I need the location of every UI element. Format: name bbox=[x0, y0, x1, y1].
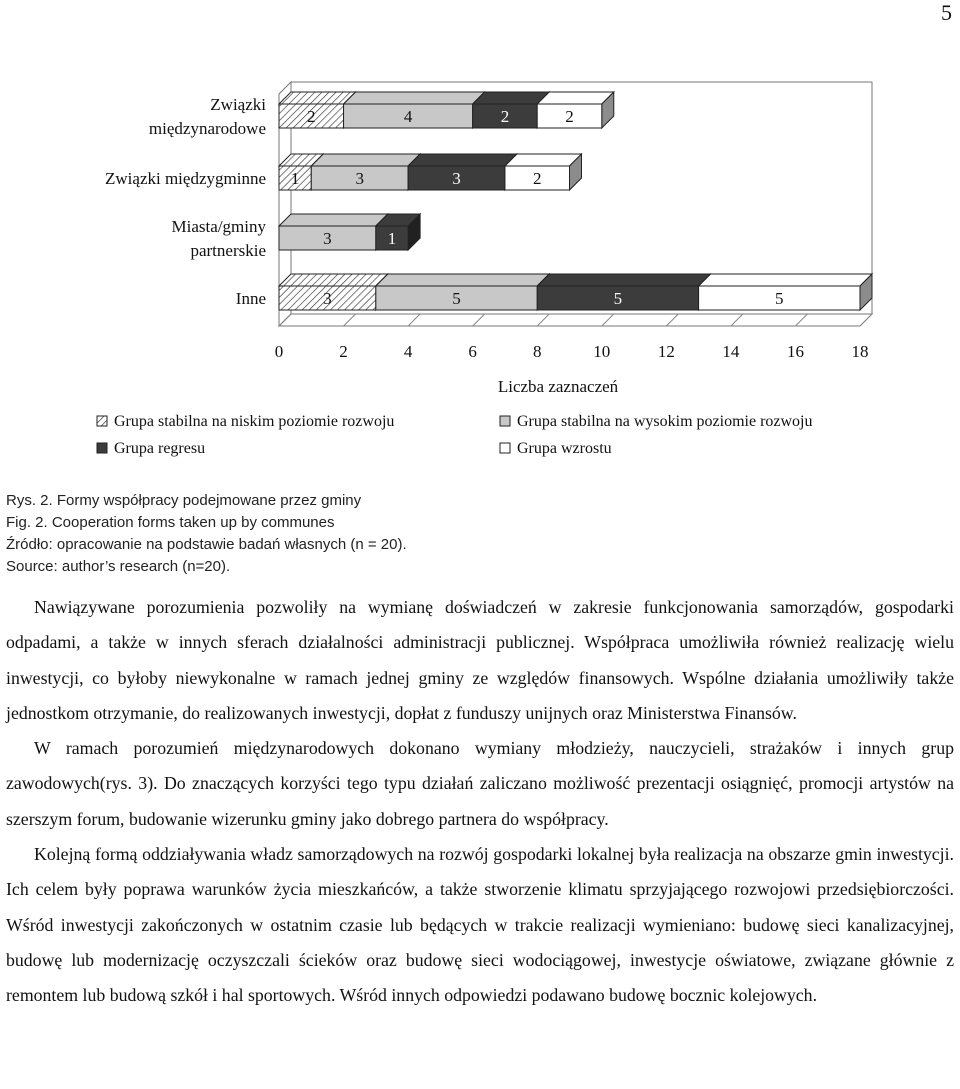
data-label: 5 bbox=[613, 289, 623, 308]
x-gridline-floor bbox=[731, 314, 743, 326]
x-tick-label: 4 bbox=[403, 342, 413, 361]
bar-segment-top bbox=[311, 154, 420, 166]
category-label: Miasta/gminy bbox=[171, 217, 266, 236]
bar-segment-top bbox=[376, 274, 549, 286]
body-text bbox=[6, 590, 954, 1014]
x-gridline-floor bbox=[666, 314, 678, 326]
x-gridline-floor bbox=[537, 314, 549, 326]
legend-label: Grupa stabilna na wysokim poziomie rozwoju bbox=[517, 413, 813, 430]
x-gridline-floor bbox=[344, 314, 356, 326]
data-label: 5 bbox=[452, 289, 461, 308]
caption-figure-pl: Rys. 2. Formy współpracy podejmowane przez gminy bbox=[6, 492, 362, 509]
x-tick-label: 8 bbox=[532, 342, 542, 361]
bar-segment-top bbox=[505, 154, 582, 166]
x-tick-label: 6 bbox=[468, 342, 477, 361]
x-tick-label: 18 bbox=[851, 342, 869, 361]
chart-legend bbox=[97, 413, 813, 457]
data-label: 1 bbox=[290, 169, 300, 188]
x-tick-label: 16 bbox=[786, 342, 804, 361]
paragraph: W ramach porozumień międzynarodowych dokonano wymiany młodzieży, nauczycieli, strażaków i innych grup zawodowych(rys. 3). Do znaczących korzyści tego typu działań zaliczano możliwość prezentacji osiągnięć, promocji artystów na szerszym forum, budowanie wizerunku gminy jako dobrego partnera do współpracy. bbox=[6, 738, 954, 829]
chart-floor bbox=[279, 314, 872, 326]
bar-segment-top bbox=[473, 92, 550, 104]
chart-tick-labels bbox=[275, 342, 869, 361]
data-label: 3 bbox=[355, 169, 364, 188]
legend-label: Grupa wzrostu bbox=[517, 440, 612, 457]
paragraph: Kolejną formą oddziaływania władz samorządowych na rozwój gospodarki lokalnej była realizacja na obszarze gmin inwestycji. Ich celem były poprawa warunków życia mieszkańców, a także stworzenie klimatu sprzyjającego rozwojowi przedsiębiorczości. Wśród inwestycji zakończonych w ostatnim czasie lub będących w trakcie realizacji wymieniano: budowę sieci kanalizacyjnej, budowę lub modernizację oczyszczali ścieków oraz budowę sieci wodociągowej, inwestycje oświatowe, związane głównie z remontem lub budową szkół i hal sportowych. Wśród innych odpowiedzi podawano budowę bocznic kolejowych. bbox=[6, 844, 954, 1006]
x-gridline-floor bbox=[602, 314, 614, 326]
bar-segment-top bbox=[537, 92, 614, 104]
legend-swatch bbox=[97, 443, 107, 453]
bar-segment-top bbox=[279, 214, 388, 226]
chart-category-labels bbox=[105, 95, 266, 308]
caption-figure-en: Fig. 2. Cooperation forms taken up by communes bbox=[6, 514, 335, 531]
legend-swatch bbox=[97, 416, 107, 426]
legend-label: Grupa stabilna na niskim poziomie rozwoju bbox=[114, 413, 395, 430]
bar-segment-top bbox=[408, 154, 517, 166]
data-label: 2 bbox=[565, 107, 574, 126]
data-label: 5 bbox=[775, 289, 784, 308]
category-label: Inne bbox=[235, 289, 266, 308]
data-label: 4 bbox=[403, 107, 413, 126]
data-label: 3 bbox=[323, 229, 332, 248]
figure-captions bbox=[6, 490, 407, 578]
x-axis-label: Liczba zaznaczeń bbox=[497, 377, 619, 396]
caption-source-pl: Źródło: opracowanie na podstawie badań własnych (n = 20). bbox=[6, 536, 407, 553]
data-label: 2 bbox=[500, 107, 510, 126]
bar-segment-top bbox=[279, 92, 356, 104]
x-gridline-floor bbox=[795, 314, 807, 326]
data-label: 3 bbox=[323, 289, 332, 308]
x-gridline-floor bbox=[279, 314, 291, 326]
category-label: partnerskie bbox=[190, 241, 266, 260]
data-label: 2 bbox=[532, 169, 542, 188]
x-tick-label: 2 bbox=[339, 342, 348, 361]
x-tick-label: 14 bbox=[722, 342, 740, 361]
caption-source-en: Source: author’s research (n=20). bbox=[6, 558, 231, 575]
category-label: Związki międzygminne bbox=[105, 169, 266, 188]
paragraph: Nawiązywane porozumienia pozwoliły na wymianę doświadczeń w zakresie funkcjonowania samorządów, gospodarki odpadami, a także w innych sferach działalności administracji publicznej. Współpraca umożliwiła również realizację wielu inwestycji, co byłoby niewykonalne w ramach jednej gminy ze względów finansowych. Wspólne działania umożliwiły także jednostkom otrzymanie, do realizowanych inwestycji, dopłat z funduszy unijnych oraz Ministerstwa Finansów. bbox=[6, 597, 954, 723]
data-label: 2 bbox=[307, 107, 316, 126]
x-gridline-floor bbox=[473, 314, 485, 326]
bar-segment-top bbox=[699, 274, 872, 286]
x-tick-label: 12 bbox=[657, 342, 675, 361]
stacked-bar-chart bbox=[0, 60, 960, 470]
data-label: 3 bbox=[452, 169, 461, 188]
x-tick-label: 0 bbox=[274, 342, 284, 361]
data-label: 1 bbox=[387, 229, 397, 248]
x-tick-label: 10 bbox=[593, 342, 611, 361]
page-number: 5 bbox=[941, 0, 952, 25]
category-label: Związki bbox=[210, 95, 266, 114]
legend-label: Grupa regresu bbox=[114, 440, 206, 457]
legend-swatch bbox=[500, 416, 510, 426]
category-label: międzynarodowe bbox=[148, 119, 266, 138]
legend-swatch bbox=[500, 443, 510, 453]
bar-segment-top bbox=[344, 92, 485, 104]
bar-segment-top bbox=[279, 274, 388, 286]
x-gridline-floor bbox=[408, 314, 420, 326]
chart-bars bbox=[279, 92, 872, 310]
x-gridline-floor bbox=[860, 314, 872, 326]
bar-segment-top bbox=[537, 274, 710, 286]
